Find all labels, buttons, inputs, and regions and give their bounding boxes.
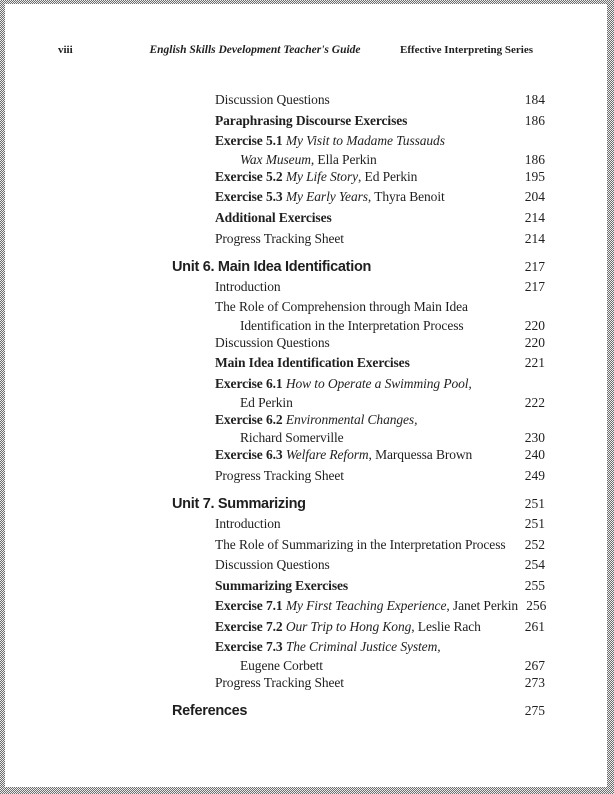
toc-entry-segment: Exercise 7.2 (215, 618, 286, 634)
toc-unit-row (172, 700, 545, 721)
toc-page-number: 204 (524, 189, 545, 205)
toc-entry-segment: How to Operate a Swimming Pool, (285, 376, 472, 392)
toc-entry-segment: Richard Somerville (240, 430, 344, 446)
toc-entry-text (215, 410, 417, 431)
toc-entry-segment: , Leslie Rach (411, 618, 481, 634)
toc-row (172, 229, 545, 250)
toc-unit-row (172, 256, 545, 277)
toc-page-number: 273 (524, 675, 545, 691)
toc-entry-text (215, 90, 330, 111)
toc-row (172, 297, 545, 318)
toc-row (172, 167, 545, 188)
toc-page-number: 214 (524, 230, 545, 246)
toc-row (172, 410, 545, 431)
toc-row (172, 277, 545, 298)
toc-row (172, 658, 545, 673)
toc-entry-segment: Exercise 5.3 (215, 189, 286, 205)
toc-entry-segment: Identification in the Interpretation Process (240, 317, 464, 333)
toc-entry-text (215, 277, 281, 298)
toc-entry-text (215, 445, 472, 466)
toc-page-number: 186 (524, 112, 545, 128)
toc-page-number: 275 (524, 703, 545, 719)
toc-row (172, 514, 545, 535)
toc-entry-text (215, 637, 441, 658)
toc-entry-text (215, 297, 468, 318)
toc-entry-segment: , Thyra Benoit (367, 189, 445, 205)
toc-entry-segment: Introduction (215, 515, 281, 531)
toc-row (172, 555, 545, 576)
toc-entry-text (215, 208, 332, 229)
toc-entry-text (240, 395, 293, 410)
toc-entry-segment: Unit 7. Summarizing (172, 495, 306, 512)
toc-entry-text (215, 229, 344, 250)
toc-row (172, 596, 545, 617)
toc-entry-segment: , Janet Perkin (446, 598, 519, 614)
toc-row (172, 576, 545, 597)
toc-entry-segment: The Role of Summarizing in the Interpretation Process (215, 536, 506, 552)
toc-entry-segment: Eugene Corbett (240, 658, 323, 674)
toc-row (172, 430, 545, 445)
book-page (5, 4, 607, 787)
toc-page-number: 184 (524, 92, 545, 107)
toc-page-number: 251 (524, 515, 545, 531)
running-title: English Skills Development Teacher's Guide (149, 44, 361, 56)
toc-entry-segment: , Marquessa Brown (368, 447, 473, 463)
page-folio: viii (58, 44, 73, 56)
toc-entry-segment: Introduction (215, 278, 281, 294)
toc-entry-segment: Unit 6. Main Idea Identification (172, 258, 372, 275)
toc-row (172, 187, 545, 208)
toc-entry-segment: The Role of Comprehension through Main Idea (215, 299, 468, 315)
toc-page-number: 222 (524, 394, 545, 410)
toc-entry-segment: Main Idea Identification Exercises (215, 355, 410, 371)
page-content (5, 4, 607, 787)
toc-page-number: 267 (524, 658, 545, 674)
toc-entry-segment: Exercise 6.3 (215, 447, 286, 463)
toc-entry-text (215, 353, 410, 374)
toc-entry-text (215, 374, 472, 395)
toc-row (172, 131, 545, 152)
toc-page-number: 214 (524, 209, 545, 225)
toc-entry-text (215, 466, 344, 487)
toc-page-number: 217 (524, 258, 545, 274)
toc-page-number: 249 (524, 467, 545, 483)
toc-entry-segment: References (172, 703, 248, 720)
toc-entry-text (240, 152, 377, 167)
toc-entry-text (215, 514, 281, 535)
toc-page-number: 230 (524, 430, 545, 446)
toc-page-number: 252 (524, 536, 545, 552)
toc-entry-text (215, 131, 445, 152)
toc-entry-text (240, 318, 464, 333)
toc-row (172, 673, 545, 694)
toc-entry-segment: Exercise 6.1 (215, 376, 286, 392)
toc-page-number: 221 (524, 355, 545, 371)
toc-row (172, 637, 545, 658)
toc-page-number: 240 (524, 447, 545, 463)
toc-entry-segment: Paraphrasing Discourse Exercises (215, 112, 408, 128)
toc-entry-segment: , Ella Perkin (310, 151, 377, 167)
toc-entry-segment: Exercise 7.3 (215, 639, 286, 655)
toc-page-number: 256 (526, 598, 547, 614)
toc-row (172, 395, 545, 410)
toc-entry-segment: Ed Perkin (240, 394, 293, 410)
toc-row (172, 466, 545, 487)
toc-entry-segment: Additional Exercises (215, 209, 332, 225)
toc-entry-segment: Discussion Questions (215, 92, 330, 107)
toc-row (172, 617, 545, 638)
toc-entry-segment: My Early Years (285, 189, 368, 205)
toc-unit-row (172, 493, 545, 514)
toc-entry-segment: Exercise 6.2 (215, 411, 286, 427)
toc-entry-segment: Exercise 5.2 (215, 168, 286, 184)
toc-entry-segment: Exercise 7.1 (215, 598, 286, 614)
toc-page-number: 261 (524, 618, 545, 634)
toc-entry-text (215, 576, 348, 597)
toc-entry-text (240, 430, 344, 445)
toc-page-number: 251 (524, 495, 545, 511)
toc-row (172, 445, 545, 466)
toc-entry-text (215, 555, 330, 576)
toc-entry-segment: My Visit to Madame Tussauds (285, 133, 445, 149)
toc-page-number: 255 (524, 577, 545, 593)
toc-entry-segment: My Life Story (285, 168, 358, 184)
toc-page-number: 254 (524, 557, 545, 573)
toc-page-number: 186 (524, 151, 545, 167)
toc-entry-text (240, 658, 323, 673)
toc-entry-text (172, 256, 371, 278)
toc-row (172, 90, 545, 111)
toc-page-number: 217 (524, 278, 545, 294)
toc-row (172, 353, 545, 374)
toc-page-number: 220 (524, 317, 545, 333)
toc-entry-text (215, 187, 445, 208)
toc-row (172, 152, 545, 167)
toc-entry-text (172, 493, 306, 515)
toc-entry-segment: Wax Museum (240, 151, 311, 167)
toc-row (172, 318, 545, 333)
toc-entry-segment: , Ed Perkin (358, 168, 418, 184)
toc-entry-segment: Welfare Reform (285, 447, 369, 463)
toc-row (172, 374, 545, 395)
toc-entry-text (215, 167, 417, 188)
toc-row (172, 208, 545, 229)
toc-entry-segment: Progress Tracking Sheet (215, 675, 344, 691)
toc-entry-segment: Discussion Questions (215, 557, 330, 573)
toc-entry-text (215, 673, 344, 694)
toc-entry-segment: My First Teaching Experience (285, 598, 447, 614)
toc-entry-text (215, 535, 506, 556)
toc-entry-text (215, 333, 330, 354)
toc-entry-text (215, 111, 407, 132)
series-title: Effective Interpreting Series (400, 44, 533, 56)
toc-entry-segment: Progress Tracking Sheet (215, 467, 344, 483)
toc-entry-segment: Our Trip to Hong Kong (285, 618, 412, 634)
toc-entry-text (172, 700, 247, 722)
toc-list (172, 90, 545, 721)
toc-entry-segment: Progress Tracking Sheet (215, 230, 344, 246)
toc-entry-text (215, 617, 481, 638)
toc-row (172, 333, 545, 354)
toc-entry-segment: Discussion Questions (215, 334, 330, 350)
toc-entry-segment: The Criminal Justice System, (285, 639, 441, 655)
toc-entry-text (215, 596, 518, 617)
toc-row (172, 111, 545, 132)
toc-page-number: 195 (524, 168, 545, 184)
toc-entry-segment: Environmental Changes, (285, 411, 418, 427)
toc-entry-segment: Exercise 5.1 (215, 133, 286, 149)
toc-entry-segment: Summarizing Exercises (215, 577, 349, 593)
toc-row (172, 535, 545, 556)
toc-page-number: 220 (524, 334, 545, 350)
